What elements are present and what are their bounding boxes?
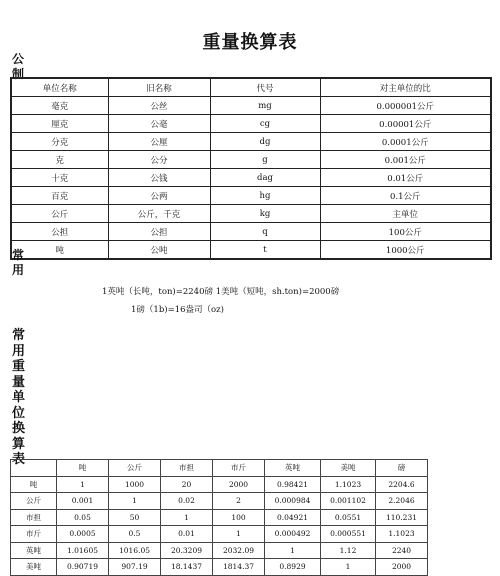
table-cell: 公丝 bbox=[108, 97, 210, 115]
table-cell: 1 bbox=[109, 493, 161, 510]
table-row bbox=[11, 559, 428, 576]
table-cell: 1 bbox=[321, 559, 376, 576]
table-row bbox=[11, 493, 428, 510]
table-cell: 百克 bbox=[11, 187, 108, 205]
header-cell: 旧名称 bbox=[108, 78, 210, 97]
header-cell: 对主单位的比 bbox=[320, 78, 491, 97]
table-row bbox=[11, 223, 491, 241]
table-row bbox=[11, 151, 491, 169]
table-cell: 公两 bbox=[108, 187, 210, 205]
table-cell: hg bbox=[210, 187, 320, 205]
table-cell: 1 bbox=[161, 509, 213, 526]
table-cell: 公斤 bbox=[11, 493, 57, 510]
header-cell: 英吨 bbox=[265, 460, 321, 477]
metric-units-table bbox=[10, 77, 492, 260]
table-row bbox=[11, 476, 428, 493]
header-cell: 市斤 bbox=[213, 460, 265, 477]
table-cell: 厘克 bbox=[11, 115, 108, 133]
table-cell: 0.02 bbox=[161, 493, 213, 510]
table-cell: 英吨 bbox=[11, 542, 57, 559]
table-cell: 分克 bbox=[11, 133, 108, 151]
table-header-row bbox=[11, 78, 491, 97]
table-cell: 公分 bbox=[108, 151, 210, 169]
table-cell: 0.001102 bbox=[321, 493, 376, 510]
table-cell: mg bbox=[210, 97, 320, 115]
header-cell: 市担 bbox=[161, 460, 213, 477]
table-cell: 毫克 bbox=[11, 97, 108, 115]
table-row bbox=[11, 542, 428, 559]
table-cell: 1.1023 bbox=[321, 476, 376, 493]
table-cell: 1.12 bbox=[321, 542, 376, 559]
table-cell: 1.1023 bbox=[376, 526, 428, 543]
table-cell: 吨 bbox=[11, 476, 57, 493]
table-cell: t bbox=[210, 241, 320, 260]
table-cell: 0.000001公斤 bbox=[320, 97, 491, 115]
header-cell: 磅 bbox=[376, 460, 428, 477]
table-cell: 0.1公斤 bbox=[320, 187, 491, 205]
table-cell: 110.231 bbox=[376, 509, 428, 526]
table-row bbox=[11, 115, 491, 133]
table-cell: 公厘 bbox=[108, 133, 210, 151]
table-cell: 公毫 bbox=[108, 115, 210, 133]
section-label-metric: 公制 bbox=[12, 52, 25, 81]
table-cell: 0.0005 bbox=[57, 526, 109, 543]
table-row bbox=[11, 205, 491, 223]
table-cell: 2.2046 bbox=[376, 493, 428, 510]
table-header-row bbox=[11, 460, 428, 477]
table-cell: 1016.05 bbox=[109, 542, 161, 559]
table-cell: 1.01605 bbox=[57, 542, 109, 559]
table-row bbox=[11, 526, 428, 543]
table-cell: 1000公斤 bbox=[320, 241, 491, 260]
table-cell: 0.98421 bbox=[265, 476, 321, 493]
table-cell: cg bbox=[210, 115, 320, 133]
table-cell: 2204.6 bbox=[376, 476, 428, 493]
table-cell: 0.90719 bbox=[57, 559, 109, 576]
table-cell: 公担 bbox=[108, 223, 210, 241]
table-cell: 0.000492 bbox=[265, 526, 321, 543]
table-cell: 2032.09 bbox=[213, 542, 265, 559]
table-cell: 公斤 bbox=[11, 205, 108, 223]
section-label-common: 常用 bbox=[12, 248, 25, 277]
table-cell: 0.0551 bbox=[321, 509, 376, 526]
table-cell: 0.001 bbox=[57, 493, 109, 510]
table-row bbox=[11, 241, 491, 260]
table-cell: 克 bbox=[11, 151, 108, 169]
table-cell: 主单位 bbox=[320, 205, 491, 223]
table-cell: 1814.37 bbox=[213, 559, 265, 576]
table-cell: 2000 bbox=[213, 476, 265, 493]
table-cell: 公吨 bbox=[108, 241, 210, 260]
table-cell: 0.01公斤 bbox=[320, 169, 491, 187]
header-cell: 吨 bbox=[57, 460, 109, 477]
table-cell: 100公斤 bbox=[320, 223, 491, 241]
table-cell: 100 bbox=[213, 509, 265, 526]
table-row bbox=[11, 187, 491, 205]
table-cell: g bbox=[210, 151, 320, 169]
table-cell: 公斤，千克 bbox=[108, 205, 210, 223]
weight-conversion-table bbox=[10, 459, 428, 576]
table-cell: kg bbox=[210, 205, 320, 223]
table-cell: 0.000551 bbox=[321, 526, 376, 543]
table-cell: dg bbox=[210, 133, 320, 151]
table-row bbox=[11, 169, 491, 187]
conversion-note-pound: 1磅（1b)=16盎司（oz) bbox=[131, 305, 224, 315]
table-cell: 0.01 bbox=[161, 526, 213, 543]
table-cell: 公钱 bbox=[108, 169, 210, 187]
table-cell: 市斤 bbox=[11, 526, 57, 543]
table-cell: 1 bbox=[57, 476, 109, 493]
table-cell: 18.1437 bbox=[161, 559, 213, 576]
table-cell: 0.000984 bbox=[265, 493, 321, 510]
table-cell: 0.8929 bbox=[265, 559, 321, 576]
table-cell: 1 bbox=[213, 526, 265, 543]
table-cell: 十克 bbox=[11, 169, 108, 187]
table-cell: q bbox=[210, 223, 320, 241]
table-cell: 20.3209 bbox=[161, 542, 213, 559]
table-cell: 2 bbox=[213, 493, 265, 510]
page-title: 重量换算表 bbox=[202, 32, 298, 53]
table-cell: 市担 bbox=[11, 509, 57, 526]
table-cell: 0.5 bbox=[109, 526, 161, 543]
table-cell: 1 bbox=[265, 542, 321, 559]
table-cell: 0.04921 bbox=[265, 509, 321, 526]
table-cell: 50 bbox=[109, 509, 161, 526]
table-cell: 0.00001公斤 bbox=[320, 115, 491, 133]
table-cell: 1000 bbox=[109, 476, 161, 493]
table-cell: 2240 bbox=[376, 542, 428, 559]
conversion-note-tons: 1英吨（长吨，ton)=2240磅 1美吨（短吨，sh.ton)=2000磅 bbox=[102, 287, 340, 297]
table-cell: 0.05 bbox=[57, 509, 109, 526]
table-cell: 907.19 bbox=[109, 559, 161, 576]
header-cell: 单位名称 bbox=[11, 78, 108, 97]
table-cell: 吨 bbox=[11, 241, 108, 260]
header-cell: 代号 bbox=[210, 78, 320, 97]
table-row bbox=[11, 509, 428, 526]
table-cell: 公担 bbox=[11, 223, 108, 241]
table-cell: 美吨 bbox=[11, 559, 57, 576]
header-cell: 公斤 bbox=[109, 460, 161, 477]
table-cell: 0.001公斤 bbox=[320, 151, 491, 169]
section-label-weight-conversion: 常用重量单位换算表 bbox=[12, 328, 26, 467]
table-cell: dag bbox=[210, 169, 320, 187]
table-row bbox=[11, 97, 491, 115]
table-cell: 20 bbox=[161, 476, 213, 493]
header-cell bbox=[11, 460, 57, 477]
header-cell: 美吨 bbox=[321, 460, 376, 477]
table-cell: 2000 bbox=[376, 559, 428, 576]
table-row bbox=[11, 133, 491, 151]
table-cell: 0.0001公斤 bbox=[320, 133, 491, 151]
